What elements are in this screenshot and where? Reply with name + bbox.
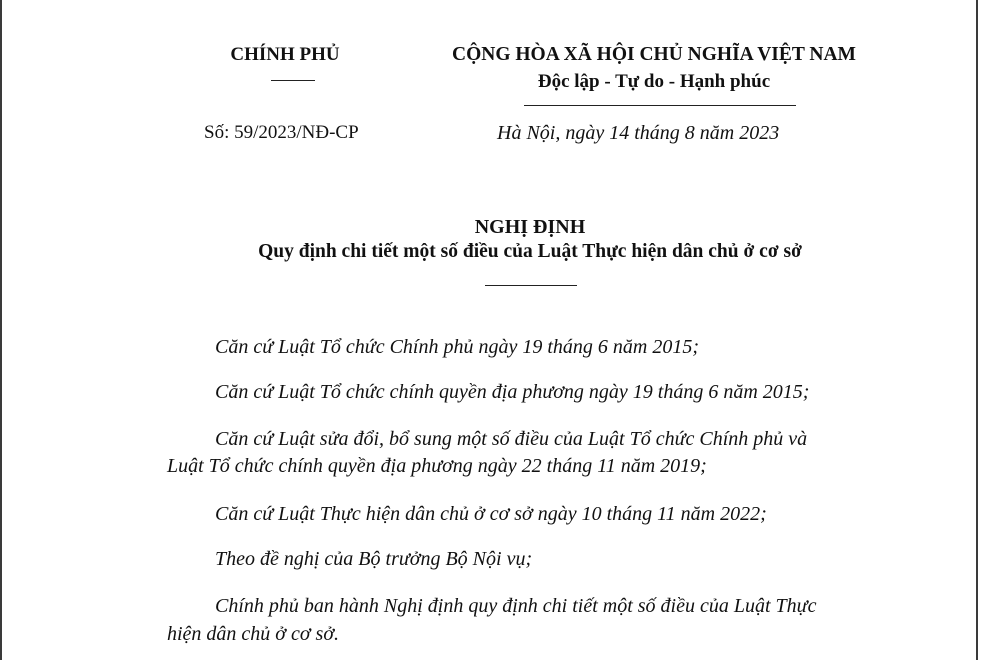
page-edge-right	[976, 0, 978, 660]
country-name: CỘNG HÒA XÃ HỘI CHỦ NGHĨA VIỆT NAM	[452, 44, 856, 65]
title-underline	[485, 285, 577, 286]
document-type: NGHỊ ĐỊNH	[474, 216, 586, 238]
proposal-line: Theo đề nghị của Bộ trưởng Bộ Nội vụ;	[215, 548, 533, 570]
place-date: Hà Nội, ngày 14 tháng 8 năm 2023	[497, 122, 780, 144]
document-subject: Quy định chi tiết một số điều của Luật Thực hiện dân chủ ở cơ sở	[258, 241, 802, 262]
enactment-line2: hiện dân chủ ở cơ sở.	[167, 623, 339, 645]
enactment-line1: Chính phủ ban hành Nghị định quy định chi tiết một số điều của Luật Thực	[215, 595, 817, 617]
legal-basis-2: Căn cứ Luật Tổ chức chính quyền địa phương ngày 19 tháng 6 năm 2015;	[215, 381, 810, 403]
agency-name: CHÍNH PHỦ	[230, 44, 340, 65]
legal-basis-4: Căn cứ Luật Thực hiện dân chủ ở cơ sở ngày 10 tháng 11 năm 2022;	[215, 503, 767, 525]
agency-underline	[271, 80, 315, 81]
legal-basis-3-line1: Căn cứ Luật sửa đổi, bổ sung một số điều của Luật Tổ chức Chính phủ và	[215, 428, 808, 450]
national-motto: Độc lập - Tự do - Hạnh phúc	[537, 71, 771, 92]
legal-basis-3-line2: Luật Tổ chức chính quyền địa phương ngày 22 tháng 11 năm 2019;	[167, 455, 707, 477]
motto-underline	[524, 105, 796, 106]
page-edge-left	[0, 0, 2, 660]
legal-basis-1: Căn cứ Luật Tổ chức Chính phủ ngày 19 tháng 6 năm 2015;	[215, 336, 700, 358]
document-number: Số: 59/2023/NĐ-CP	[204, 122, 359, 143]
